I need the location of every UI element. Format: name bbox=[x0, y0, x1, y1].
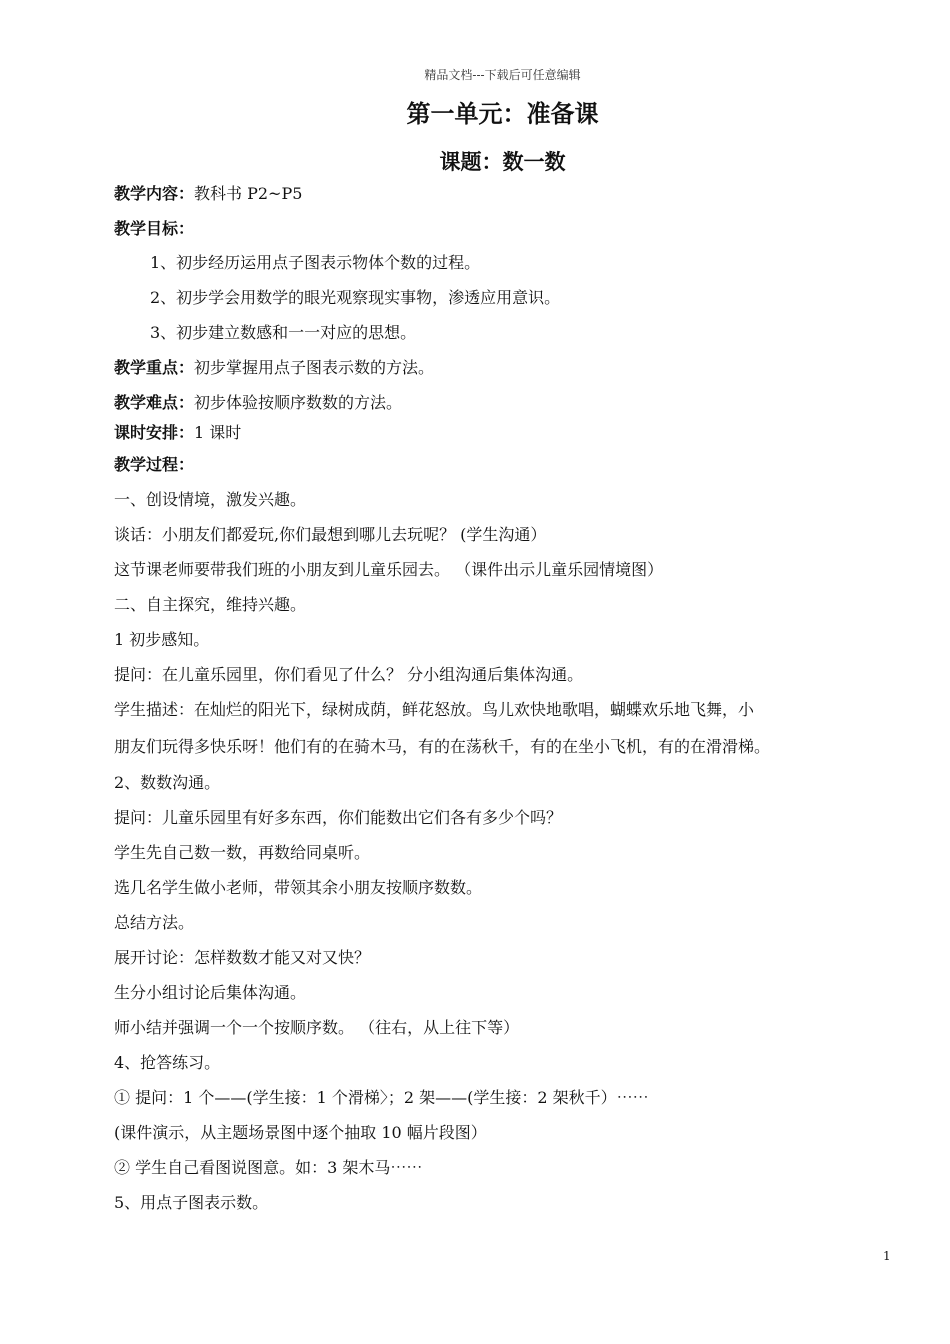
teaching-content-label: 教学内容： bbox=[114, 184, 195, 203]
process-line: 朋友们玩得多快乐呀！他们有的在骑木马，有的在荡秋千，有的在坐小飞机，有的在滑滑梯。 bbox=[114, 737, 771, 756]
process-line: 总结方法。 bbox=[114, 913, 195, 932]
goal-item: 1、初步经历运用点子图表示物体个数的过程。 bbox=[150, 253, 481, 272]
teaching-goals-heading bbox=[114, 216, 904, 250]
teaching-process-label: 教学过程： bbox=[114, 455, 195, 474]
process-line: 提问：在儿童乐园里，你们看见了什么？ 分小组沟通后集体沟通。 bbox=[114, 665, 584, 684]
teaching-key-point bbox=[114, 355, 904, 390]
page-number: 1 bbox=[883, 1249, 891, 1263]
teaching-difficulty-value: 初步体验按顺序数数的方法。 bbox=[194, 393, 403, 412]
class-schedule bbox=[114, 420, 904, 452]
process-line: 二、自主探究，维持兴趣。 bbox=[114, 595, 307, 614]
page-header: 精品文档---下载后可任意编辑 bbox=[424, 68, 581, 82]
process-line: 这节课老师要带我们班的小朋友到儿童乐园去。 （课件出示儿童乐园情境图） bbox=[114, 560, 664, 579]
teaching-goals-label: 教学目标： bbox=[114, 219, 195, 238]
process-line: 5、用点子图表示数。 bbox=[114, 1193, 269, 1212]
unit-title: 第一单元：准备课 bbox=[406, 100, 599, 128]
process-line: 一、创设情境，激发兴趣。 bbox=[114, 490, 307, 509]
process-line: 选几名学生做小老师，带领其余小朋友按顺序数数。 bbox=[114, 878, 483, 897]
process-line: 1 初步感知。 bbox=[114, 630, 210, 649]
teaching-content-value: 教科书 P2~P5 bbox=[194, 184, 303, 203]
process-line: 生分小组讨论后集体沟通。 bbox=[114, 983, 307, 1002]
process-line: ① 提问：1 个——(学生接：1 个滑梯〉；2 架——(学生接：2 架秋千）⋯⋯ bbox=[114, 1088, 649, 1107]
process-line: 师小结并强调一个一个按顺序数。 （往右，从上往下等） bbox=[114, 1018, 520, 1037]
lesson-body bbox=[114, 181, 904, 1225]
process-line: 展开讨论：怎样数数才能又对又快？ bbox=[114, 948, 371, 967]
teaching-process-heading bbox=[114, 452, 904, 487]
process-line: (课件演示，从主题场景图中逐个抽取 10 幅片段图） bbox=[114, 1123, 487, 1142]
process-line: 学生描述：在灿烂的阳光下，绿树成荫，鲜花怒放。鸟儿欢快地歌唱，蝴蝶欢乐地飞舞，小 bbox=[114, 700, 755, 719]
teaching-key-label: 教学重点： bbox=[114, 358, 195, 377]
teaching-difficulty-label: 教学难点： bbox=[114, 393, 195, 412]
class-schedule-label: 课时安排： bbox=[114, 423, 195, 442]
process-line: ② 学生自己看图说图意。如：3 架木马⋯⋯ bbox=[114, 1158, 423, 1177]
process-line: 2、数数沟通。 bbox=[114, 773, 221, 792]
process-line: 谈话：小朋友们都爱玩,你们最想到哪儿去玩呢？ (学生沟通） bbox=[114, 525, 547, 544]
process-line: 学生先自己数一数，再数给同桌听。 bbox=[114, 843, 371, 862]
lesson-title: 课题：数一数 bbox=[439, 150, 566, 174]
goal-item: 2、初步学会用数学的眼光观察现实事物，渗透应用意识。 bbox=[150, 288, 561, 307]
teaching-difficulty bbox=[114, 390, 904, 420]
process-line: 4、抢答练习。 bbox=[114, 1053, 221, 1072]
teaching-content bbox=[114, 181, 904, 216]
goal-item: 3、初步建立数感和一一对应的思想。 bbox=[150, 323, 417, 342]
class-schedule-value: 1 课时 bbox=[194, 423, 242, 442]
teaching-key-value: 初步掌握用点子图表示数的方法。 bbox=[194, 358, 435, 377]
process-line: 提问：儿童乐园里有好多东西，你们能数出它们各有多少个吗？ bbox=[114, 808, 563, 827]
